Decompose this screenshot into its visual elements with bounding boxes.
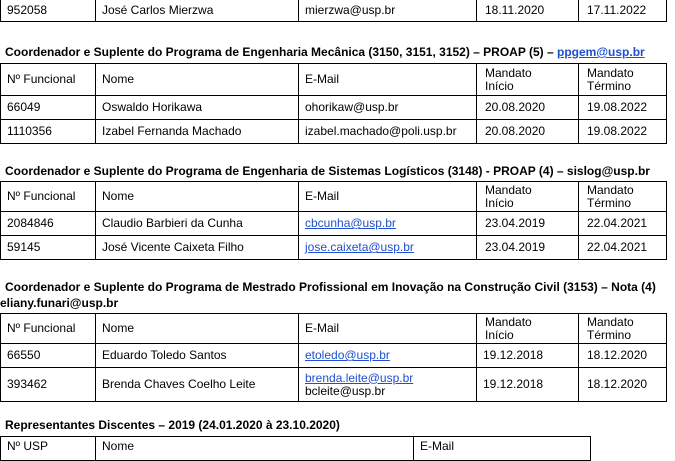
header-mandato: Mandato: [485, 314, 532, 329]
heading-line1: Coordenador e Suplente do Programa de Mestrado Profissional em Inovação na Construção Civil (3153) – Nota (4): [5, 280, 656, 294]
email-secondary: bcleite@usp.br: [305, 383, 386, 398]
cell-end: 18.12.2020: [579, 368, 667, 402]
header-email: E-Mail: [299, 64, 477, 96]
section-heading-discentes: [5, 418, 340, 432]
cell-email: [299, 212, 477, 236]
table-construcao: [0, 313, 667, 402]
header-mandato-inicio: [477, 182, 579, 212]
cell-start: 23.04.2019: [477, 212, 579, 236]
header-name: Nome: [96, 437, 414, 461]
cell-start: 23.04.2019: [477, 236, 579, 260]
section-heading-construcao-email: [0, 296, 118, 310]
cell-end: 19.08.2022: [579, 120, 667, 144]
header-email: E-Mail: [299, 182, 477, 212]
header-mandato-termino: [579, 64, 667, 96]
header-inicio: Início: [485, 78, 514, 93]
header-mandato-termino: [579, 314, 667, 344]
email-link[interactable]: brenda.leite@usp.br: [305, 370, 414, 385]
cell-end: 22.04.2021: [579, 212, 667, 236]
header-mandato-inicio: [477, 64, 579, 96]
email-link[interactable]: etoledo@usp.br: [305, 348, 390, 362]
heading-email-link[interactable]: ppgem@usp.br: [556, 45, 645, 59]
table-row: [1, 368, 667, 402]
table-header-row: [1, 182, 667, 212]
header-name: Nome: [96, 64, 299, 96]
table-row: [1, 96, 667, 120]
table-logisticos: [0, 181, 667, 260]
heading-line2: eliany.funari@usp.br: [0, 296, 119, 310]
table-row: [1, 0, 667, 22]
table-header-row: [1, 314, 667, 344]
header-name: Nome: [96, 182, 299, 212]
cell-name: José Carlos Mierzwa: [96, 0, 299, 22]
header-email: E-Mail: [414, 437, 591, 461]
header-mandato: Mandato: [587, 314, 634, 329]
header-id: Nº Funcional: [1, 182, 96, 212]
cell-start: 19.12.2018: [477, 368, 579, 402]
cell-end: 18.12.2020: [579, 344, 667, 368]
section-heading-construcao: [5, 280, 656, 294]
section-heading-mecanica: [5, 45, 645, 59]
header-id: Nº Funcional: [1, 64, 96, 96]
heading-text: Representantes Discentes – 2019 (24.01.2020 à 23.10.2020): [5, 418, 340, 432]
cell-start: 19.12.2018: [477, 344, 579, 368]
cell-id: 952058: [1, 0, 96, 22]
cell-name: Oswaldo Horikawa: [96, 96, 299, 120]
cell-email: [299, 368, 477, 402]
header-id: Nº USP: [1, 437, 96, 461]
cell-email: ohorikaw@usp.br: [299, 96, 477, 120]
top-table: [0, 0, 667, 22]
cell-end: 22.04.2021: [579, 236, 667, 260]
table-discentes: [0, 436, 591, 461]
header-termino: Término: [587, 78, 632, 93]
table-mecanica: [0, 63, 667, 144]
cell-name: Izabel Fernanda Machado: [96, 120, 299, 144]
cell-id: 59145: [1, 236, 96, 260]
heading-text: Coordenador e Suplente do Programa de Engenharia Mecânica (3150, 3151, 3152) – PROAP (5) –: [5, 45, 557, 59]
header-inicio: Início: [485, 195, 514, 210]
cell-name: Claudio Barbieri da Cunha: [96, 212, 299, 236]
header-mandato: Mandato: [485, 182, 532, 197]
cell-id: 2084846: [1, 212, 96, 236]
header-mandato-termino: [579, 182, 667, 212]
cell-start: 18.11.2020: [477, 0, 579, 22]
header-mandato: Mandato: [587, 182, 634, 197]
cell-email: [299, 344, 477, 368]
header-id: Nº Funcional: [1, 314, 96, 344]
cell-id: 393462: [1, 368, 96, 402]
header-mandato-inicio: [477, 314, 579, 344]
header-inicio: Início: [485, 327, 514, 342]
table-row: [1, 120, 667, 144]
heading-text: Coordenador e Suplente do Programa de Engenharia de Sistemas Logísticos (3148) - PROAP (4) – sislog@usp.br: [5, 164, 650, 178]
cell-id: 66049: [1, 96, 96, 120]
cell-id: 1110356: [1, 120, 96, 144]
cell-name: Brenda Chaves Coelho Leite: [96, 368, 299, 402]
header-email: E-Mail: [299, 314, 477, 344]
header-termino: Término: [587, 327, 632, 342]
table-row: [1, 344, 667, 368]
header-termino: Término: [587, 195, 632, 210]
cell-email: mierzwa@usp.br: [299, 0, 477, 22]
header-mandato: Mandato: [485, 65, 532, 80]
cell-end: 17.11.2022: [579, 0, 667, 22]
table-header-row: [1, 437, 591, 461]
cell-email: [299, 236, 477, 260]
cell-email: izabel.machado@poli.usp.br: [299, 120, 477, 144]
header-mandato: Mandato: [587, 65, 634, 80]
header-name: Nome: [96, 314, 299, 344]
cell-start: 20.08.2020: [477, 120, 579, 144]
cell-start: 20.08.2020: [477, 96, 579, 120]
table-row: [1, 236, 667, 260]
email-link[interactable]: cbcunha@usp.br: [305, 216, 396, 230]
table-header-row: [1, 64, 667, 96]
section-heading-logisticos: [5, 164, 650, 178]
cell-name: Eduardo Toledo Santos: [96, 344, 299, 368]
cell-id: 66550: [1, 344, 96, 368]
cell-end: 19.08.2022: [579, 96, 667, 120]
cell-name: José Vicente Caixeta Filho: [96, 236, 299, 260]
table-row: [1, 212, 667, 236]
email-link[interactable]: jose.caixeta@usp.br: [305, 240, 414, 254]
